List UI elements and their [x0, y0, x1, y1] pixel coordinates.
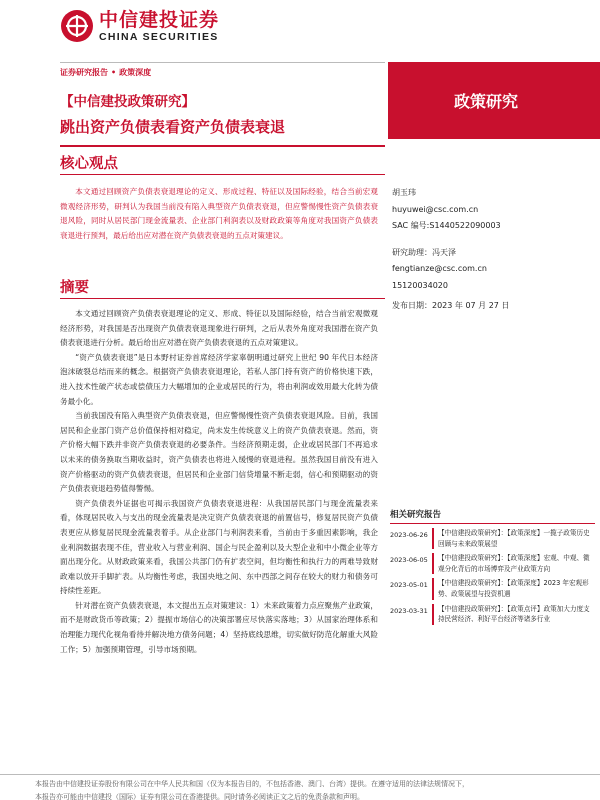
company-logo [60, 9, 219, 43]
related-item[interactable] [390, 553, 595, 574]
analyst-panel [392, 185, 592, 315]
related-title[interactable]: 【中信建投政策研究】：【政策深度】一揽子政策历史回顾与未来政策展望 [438, 529, 590, 548]
header-divider [60, 62, 385, 63]
related-heading: 相关研究报告 [390, 508, 595, 524]
related-item[interactable] [390, 578, 595, 599]
summary-paragraph: 针对潜在资产负债表衰退，本文提出五点对策建议：1）未来政策着力点应聚焦产业政策，而不是财政货币等政策；2）提振市场信心的决策部署应尽快落实落地；3）从国家治理体系和治理能力现代化视角看待并解决地方债务问题；4）坚持底线思维，切实做好防范化解重大风险工作；5）加强预期管理，引导市场预期。 [60, 600, 378, 654]
report-subtype: 政策深度 [119, 68, 152, 77]
analyst-sac [392, 218, 592, 235]
summary-paragraph: 资产负债表外证据也可揭示我国资产负债表衰退进程：从我国居民部门与现金流量表来看，体现居民收入与支出的现金流量表是决定资产负债表衰退的前置信号，修复居民资产负债表更应从修复居民现金流量表着手。从企业部门与利润表来看，当前由于多重因素影响，我企业利润数据表现不佳，营业收入与营业利润、国企与民企盈利以及大型企业和中小微企业等方面出现分化。从财政政策来看，我国公共部门仍有扩表空间，但均衡性和执行力的两难导致财政难以放开手脚扩表。从均衡性考虑，我国央地之间、东中西部之间存在较大的财力和债务可持续性差距。 [60, 498, 378, 596]
assistant-line [392, 245, 592, 262]
related-bar [432, 578, 434, 599]
logo-mark-icon [60, 9, 94, 43]
related-title[interactable]: 【中信建投政策研究】：【政策深度】2023 年宏观形势、政策展望与投资机遇 [438, 579, 589, 598]
summary-divider [60, 298, 385, 299]
disclaimer-footer [35, 778, 600, 800]
footer-divider [0, 774, 600, 775]
assistant-email[interactable]: fengtianze@csc.com.cn [392, 264, 487, 273]
related-item[interactable] [390, 528, 595, 549]
related-date: 2023-05-01 [390, 581, 428, 590]
category-banner [388, 62, 600, 139]
related-reports [390, 508, 595, 625]
related-item[interactable] [390, 604, 595, 625]
related-title[interactable]: 【中信建投政策研究】：【政策深度】宏观、中观、微观分化背后的市场博弈及产业政策方向 [438, 554, 590, 573]
disclaimer-line-1: 本报告由中信建投证券股份有限公司在中华人民共和国（仅为本报告目的，不包括香港、澳门、台湾）提供。在遵守适用的法律法规情况下， [35, 780, 469, 788]
core-heading: 核心观点 [60, 156, 118, 172]
related-bar [432, 528, 434, 549]
related-date: 2023-06-26 [390, 531, 428, 539]
publish-date: 2023 年 07 月 27 日 [432, 301, 510, 310]
related-bar [432, 553, 434, 574]
related-date: 2023-03-31 [390, 606, 428, 615]
sac-number: S1440522090003 [429, 221, 501, 230]
summary-heading: 摘要 [60, 280, 89, 296]
category-label: 政策研究 [454, 92, 519, 111]
series-title: 【中信建投政策研究】 [60, 94, 195, 110]
summary-paragraph: 当前我国没有陷入典型资产负债表衰退，但应警惕慢性资产负债表衰退风险。目前，我国居民和企业部门资产总价值保持相对稳定，尚未发生传统意义上的资产负债表衰退。然而，资产价格大幅下跌并非资产负债表衰退的必要条件。当经济预期走弱，企业或居民部门不再追求以未来的债务换取当期收益时，资产负债表也将进入缓慢的衰退进程。虽然我国目前没有进入资产价格驱动的资产负债表衰退，但居民和企业部门信贷增量不断走弱，信心和预期驱动的资产负债表衰退趋势值得警惕。 [60, 411, 378, 494]
publish-date-line [392, 298, 592, 315]
report-type: 证券研究报告 [60, 68, 108, 77]
publish-label: 发布日期： [392, 301, 432, 310]
core-text: 本文通过回顾资产负债表衰退理论的定义、形成过程、特征以及国际经验，结合当前宏观微观经济形势，研判认为我国当前没有陷入典型资产负债表衰退，但应警惕慢性资产负债表衰退风险，同时从居民部门现金流量表、企业部门利润表以及财政政策等角度对我国资产负债表衰退进行预判，最后给出应对潜在资产负债表衰退的五点对策建议。 [60, 187, 378, 240]
assistant-phone: 15120034020 [392, 280, 448, 290]
analyst-name: 胡玉玮 [392, 188, 416, 197]
related-bar [432, 604, 434, 625]
summary-body [60, 307, 378, 657]
main-title: 跳出资产负债表看资产负债表衰退 [60, 118, 286, 136]
related-title[interactable]: 【中信建投政策研究】：【政策点评】政策加大力度支持民营经济、利好平台经济等诸多行业 [438, 604, 590, 624]
title-divider [60, 145, 385, 147]
report-type-line: 证券研究报告 • 政策深度 [60, 68, 152, 77]
assistant-label: 研究助理： [392, 247, 432, 257]
summary-paragraph: “资产负债表衰退”是日本野村证券首席经济学家辜朝明通过研究上世纪 90 年代日本经济泡沫破裂总结而来的概念。根据资产负债表衰退理论，若私人部门持有资产的价格快速下跌，进入技术性破产状态或偿债压力大幅增加的企业或居民的行为，将由利润或效用最大化转为债务最小化。 [60, 352, 378, 406]
logo-english-name: CHINA SECURITIES [99, 31, 219, 43]
sac-label: SAC 编号: [392, 221, 430, 230]
logo-chinese-name: 中信建投证券 [99, 9, 220, 31]
core-divider [60, 174, 385, 175]
related-date: 2023-06-05 [390, 556, 428, 565]
summary-paragraph: 本文通过回顾资产负债表衰退理论的定义、形成、特征以及国际经验，结合当前宏观微观经济形势，对我国是否出现资产负债表衰退现象进行研判，之后从表外角度对我国潜在资产负债表衰退进行分析。最后给出应对潜在资产负债表衰退的五点对策建议。 [60, 309, 378, 348]
analyst-email[interactable]: huyuwei@csc.com.cn [392, 204, 479, 214]
assistant-name: 冯天泽 [432, 247, 456, 257]
disclaimer-line-2: 本报告亦可能由中信建投（国际）证券有限公司在香港提供。同时请务必阅读正文之后的免责条款和声明。 [35, 793, 364, 800]
